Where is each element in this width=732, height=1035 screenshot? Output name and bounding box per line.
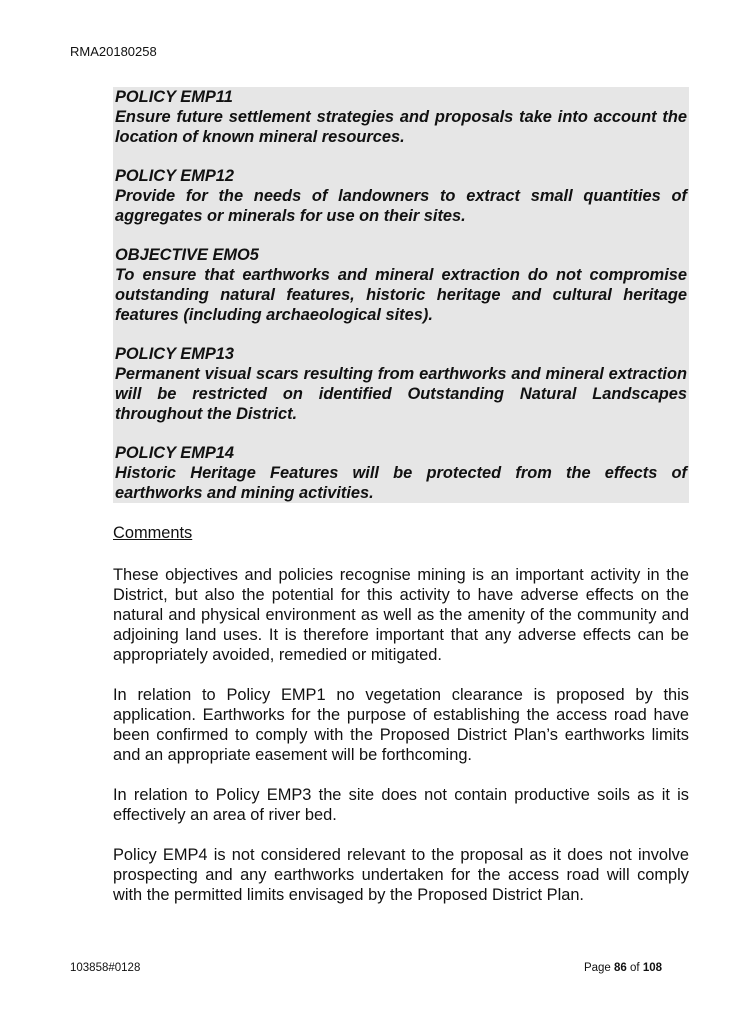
- policy-text: To ensure that earthworks and mineral extraction do not compromise outstanding natural features, historic heritage and cultural heritage features (including archaeological sites).: [115, 266, 687, 324]
- policy-title: POLICY EMP12: [115, 167, 235, 185]
- policy-text: Provide for the needs of landowners to extract small quantities of aggregates or minerals for use on their sites.: [115, 187, 687, 225]
- comment-paragraph: In relation to Policy EMP3 the site does not contain productive soils as it is effectively an area of river bed.: [113, 786, 689, 824]
- page-content: [113, 87, 689, 905]
- policy-title: POLICY EMP11: [115, 88, 233, 106]
- policy-title: POLICY EMP14: [115, 444, 235, 462]
- policy-text: Ensure future settlement strategies and proposals take into account the location of known mineral resources.: [115, 108, 687, 146]
- footer-doc-id: 103858#0128: [70, 962, 141, 974]
- policy-emp12: [115, 166, 687, 226]
- current-page: 86: [614, 962, 627, 974]
- comment-paragraph: These objectives and policies recognise mining is an important activity in the District, but also the potential for this activity to have adverse effects on the natural and physical environment as well as the amenity of the community and adjoining land uses. It is therefore important that any adverse effects can be appropriately avoided, remedied or mitigated.: [113, 566, 689, 664]
- policy-emp14: [115, 443, 687, 503]
- page-number: [584, 962, 662, 974]
- policy-emp11: [115, 87, 687, 147]
- policy-title: POLICY EMP13: [115, 345, 235, 363]
- total-pages: 108: [642, 962, 662, 974]
- policy-text: Historic Heritage Features will be protected from the effects of earthworks and mining activities.: [115, 464, 687, 502]
- comment-paragraph: Policy EMP4 is not considered relevant to the proposal as it does not involve prospecting and any earthworks undertaken for the access road will comply with the permitted limits envisaged by the Proposed District Plan.: [113, 846, 689, 904]
- page-label: Page: [583, 962, 611, 974]
- policy-title: OBJECTIVE EMO5: [115, 246, 259, 264]
- comment-paragraph: In relation to Policy EMP1 no vegetation clearance is proposed by this application. Earthworks for the purpose of establishing the access road have been confirmed to comply with the Proposed District Plan’s earthworks limits and an appropriate easement will be forthcoming.: [113, 686, 689, 764]
- policy-text: Permanent visual scars resulting from earthworks and mineral extraction will be restricted on identified Outstanding Natural Landscapes throughout the District.: [115, 365, 687, 423]
- policy-emp13: [115, 344, 687, 424]
- policy-box: [113, 87, 689, 503]
- objective-emo5: [115, 245, 687, 325]
- document-reference: RMA20180258: [70, 44, 157, 59]
- of-label: of: [630, 962, 640, 974]
- comments-heading: Comments: [113, 524, 193, 542]
